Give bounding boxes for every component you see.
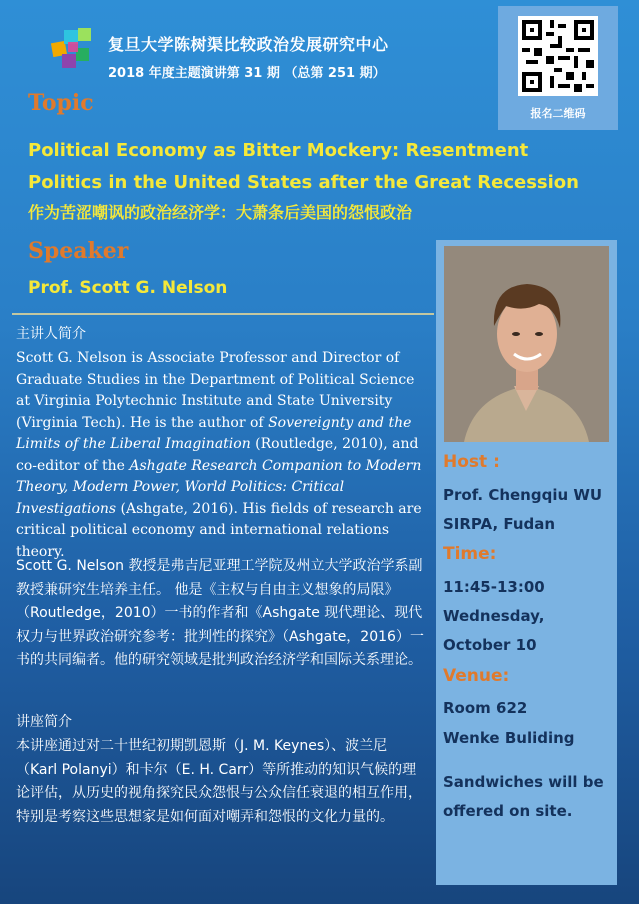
center-logo	[50, 24, 100, 74]
bio-text: (Ashgate, 2016). His fields of research are critical political economy and international relations theory.	[16, 500, 422, 560]
bio-text: (Routledge, 2010), and co-editor of the	[16, 436, 419, 474]
event-details-panel	[436, 240, 617, 885]
lecture-title-chinese: 作为苦涩嘲讽的政治经济学：大萧条后美国的怨恨政治	[28, 203, 413, 222]
lecture-number: 2018 年度主题演讲第 31 期 （总第 251 期）	[108, 66, 386, 81]
event-date: October 10	[443, 636, 537, 654]
venue-heading: Venue:	[443, 666, 510, 686]
qr-code[interactable]	[518, 16, 598, 96]
host-organization: SIRPA, Fudan	[443, 515, 556, 533]
speaker-bio-english	[16, 348, 426, 563]
lecture-abstract: 本讲座通过对二十世纪初期凯恩斯（J. M. Keynes）、波兰尼（Karl Polanyi）和卡尔（E. H. Carr）等所推动的知识气候的理论评估，从历史的视角探究民众怨恨与公众信任衰退的相互作用，特别是考察这些思想家是如何面对嘲弄和怨恨的文化力量的。	[16, 738, 422, 825]
abstract-heading: 讲座简介	[16, 714, 72, 730]
section-divider	[12, 313, 434, 315]
food-note: Sandwiches will be offered on site.	[443, 773, 604, 820]
bio-heading: 主讲人简介	[16, 326, 86, 342]
qr-code-panel	[498, 6, 618, 130]
speaker-photo	[444, 246, 609, 442]
qr-caption: 报名二维码	[530, 107, 586, 120]
speaker-bio-chinese: Scott G. Nelson 教授是弗吉尼亚理工学院及州立大学政治学系副教授兼研究生培养主任。 他是《主权与自由主义想象的局限》（Routledge，2010）一书的作者和《Ashgate 现代理论、现代权力与世界政治研究参考：批判性的探究》（Ashgate，2016）一书的共同编者。他的研究领域是批判政治经济学和国际关系理论。	[16, 558, 424, 668]
lecture-title-english: Political Economy as Bitter Mockery: Resentment Politics in the United States after the Great Recession	[28, 140, 579, 193]
book-title: Sovereignty and the Limits of the Liberal Imagination	[16, 414, 412, 452]
venue-building: Wenke Buliding	[443, 729, 575, 747]
event-day: Wednesday,	[443, 607, 545, 625]
host-name: Prof. Chengqiu WU	[443, 486, 603, 504]
venue-room: Room 622	[443, 699, 528, 717]
center-name: 复旦大学陈树渠比较政治发展研究中心	[108, 35, 389, 54]
book-title: Ashgate Research Companion to Modern Theory, Modern Power, World Politics: Critical Investigations	[16, 457, 422, 517]
host-heading: Host :	[443, 452, 500, 472]
speaker-name: Prof. Scott G. Nelson	[28, 278, 228, 298]
bio-text: Scott G. Nelson is Associate Professor and Director of Graduate Studies in the Department of Political Science at Virginia Polytechnic Institute and State University (Virginia Tech). He is the author of	[16, 350, 415, 431]
speaker-heading: Speaker	[28, 238, 129, 264]
time-heading: Time:	[443, 544, 497, 564]
event-time: 11:45-13:00	[443, 578, 545, 596]
topic-heading: Topic	[28, 90, 94, 116]
